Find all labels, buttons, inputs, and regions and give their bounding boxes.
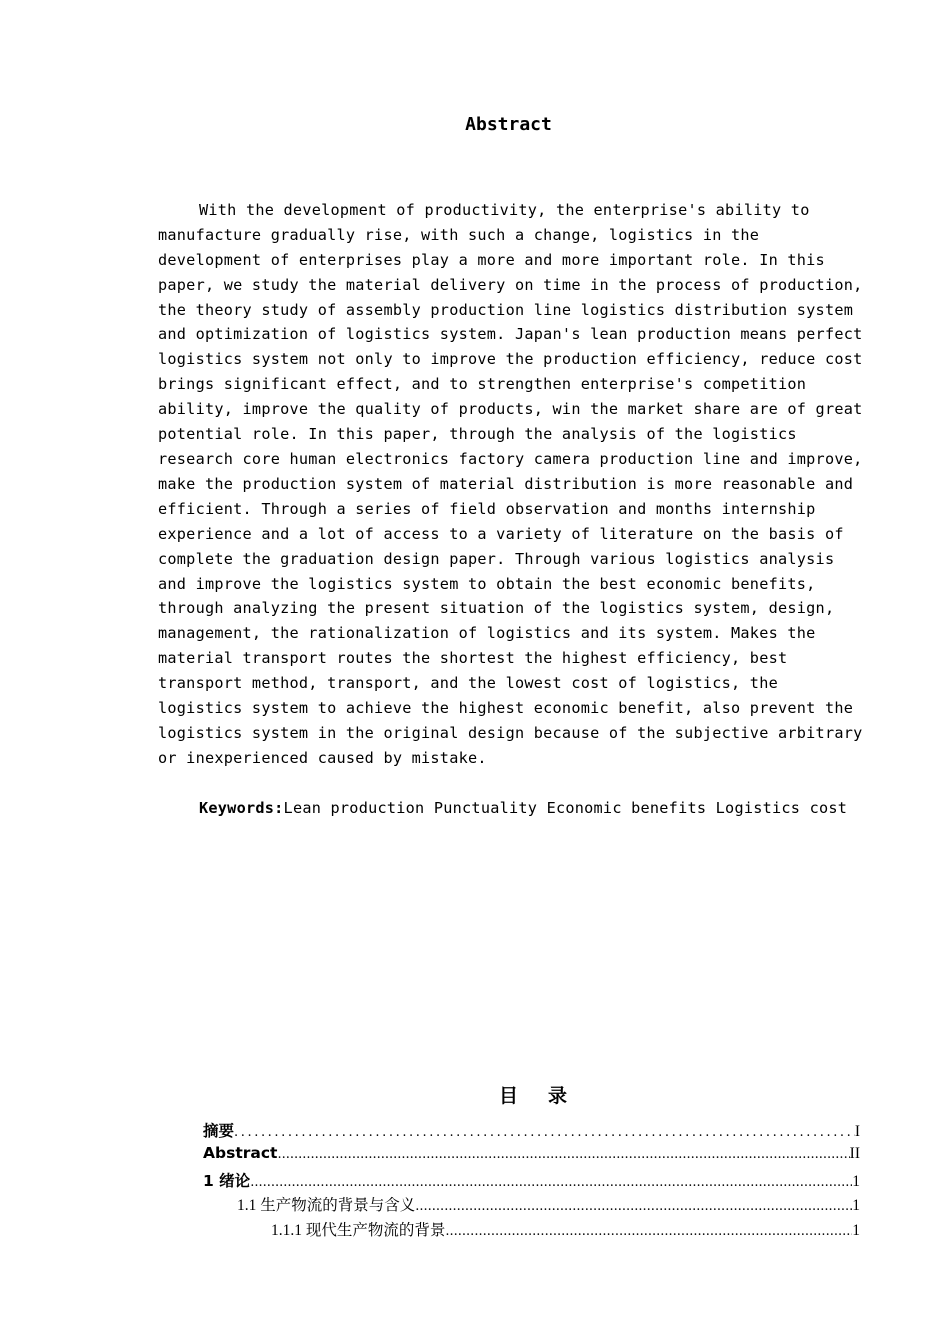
toc-title-char: 录	[548, 1085, 568, 1107]
toc-leader-dots	[277, 1147, 849, 1162]
toc-entry-label: 摘要	[203, 1122, 235, 1140]
toc-entry-label: 1 绪论	[203, 1171, 251, 1190]
toc-entry-label: 1.1.1 现代生产物流的背景	[271, 1222, 446, 1240]
toc-entry-page: 1	[852, 1222, 860, 1240]
keywords-text: Lean production Punctuality Economic benefits Logistics cost	[283, 798, 848, 817]
abstract-paragraph: With the development of productivity, the enterprise's ability to manufacture gradually rise, with such a change, logistics in the development of enterprises play a more and more important role. In this paper, we study the material delivery on time in the process of production, the theory study of assembly production line logistics distribution system and optimization of logistics system. Japan's lean production means perfect logistics system not only to improve the production efficiency, reduce cost brings significant effect, and to strengthen enterprise's competition ability, improve the quality of products, win the market share are of great potential role. In this paper, through the analysis of the logistics research core human electronics factory camera production line and improve, make the production system of material distribution is more reasonable and efficient. Through a series of field observation and months internship experience and a lot of access to a variety of literature on the basis of complete the graduation design paper. Through various logistics analysis and improve the logistics system to obtain the best economic benefits, through analyzing the present situation of the logistics system, design, management, the rationalization of logistics and its system. Makes the material transport routes the shortest the highest efficiency, best transport method, transport, and the lowest cost of logistics, the logistics system to achieve the highest economic benefit, also prevent the logistics system in the original design because of the subjective arbitrary or inexperienced caused by mistake.	[158, 200, 863, 767]
toc-entry[interactable]	[203, 1218, 860, 1243]
toc-entry[interactable]	[203, 1169, 860, 1194]
toc-entry-label: 1.1 生产物流的背景与含义	[237, 1197, 416, 1215]
toc-leader-dots	[250, 1175, 852, 1190]
table-of-contents	[203, 1119, 860, 1243]
toc-entry-page: II	[849, 1144, 860, 1162]
toc-title	[0, 1081, 950, 1108]
toc-entry-page: I	[854, 1123, 860, 1140]
toc-entry-page: 1	[852, 1197, 860, 1215]
toc-entry[interactable]	[203, 1144, 860, 1169]
toc-leader-dots	[415, 1199, 852, 1214]
toc-entry-page: 1	[852, 1172, 860, 1190]
abstract-title: Abstract	[465, 114, 552, 135]
toc-leader-dots	[445, 1224, 852, 1239]
keywords-label: Keywords:	[199, 798, 284, 817]
toc-entry[interactable]	[203, 1193, 860, 1218]
toc-entry[interactable]	[203, 1119, 860, 1144]
keywords-line	[158, 796, 863, 821]
toc-title-char: 目	[498, 1085, 518, 1107]
abstract-body	[158, 173, 863, 845]
toc-entry-label: Abstract	[203, 1143, 278, 1162]
toc-leader-dots	[234, 1125, 855, 1140]
